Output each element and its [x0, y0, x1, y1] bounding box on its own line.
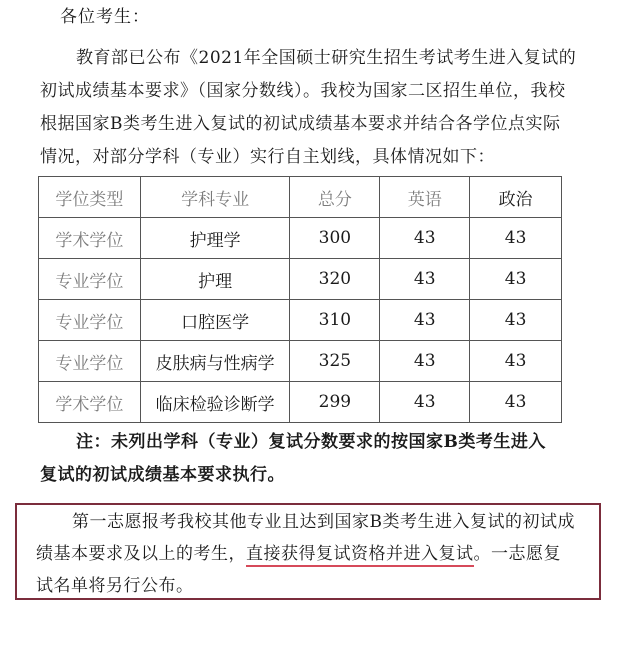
table-header-row: [39, 177, 562, 218]
cell-major: 皮肤病与性病学: [140, 341, 290, 382]
cell-total: 310: [290, 300, 380, 341]
cell-major: 口腔医学: [140, 300, 290, 341]
cell-major: 护理学: [140, 218, 290, 259]
note-line-2: 复试的初试成绩基本要求执行。: [40, 465, 285, 485]
highlighted-text: 直接获得复试资格并进入复试: [246, 544, 474, 567]
header-english: 英语: [380, 177, 470, 218]
score-table: [38, 176, 562, 423]
note-line-1: 注：未列出学科（专业）复试分数要求的按国家B类考生进入: [76, 432, 546, 452]
cell-degree-type: 专业学位: [39, 300, 141, 341]
intro-paragraph: [40, 42, 600, 174]
table-row: [39, 218, 562, 259]
cell-english: 43: [380, 341, 470, 382]
cell-major: 护理: [140, 259, 290, 300]
cell-english: 43: [380, 382, 470, 423]
intro-line-1: 教育部已公布《2021年全国硕士研究生招生考试考生进入复试的: [76, 48, 577, 68]
table-row: [39, 300, 562, 341]
header-total: 总分: [290, 177, 380, 218]
cell-degree-type: 学术学位: [39, 382, 141, 423]
cell-politics: 43: [470, 218, 562, 259]
intro-line-2: 初试成绩基本要求》（国家分数线）。我校为国家二区招生单位，我校: [40, 81, 566, 101]
table-row: [39, 259, 562, 300]
table-row: [39, 382, 562, 423]
cell-degree-type: 学术学位: [39, 218, 141, 259]
cell-politics: 43: [470, 300, 562, 341]
table-note: [40, 426, 600, 492]
greeting: 各位考生：: [60, 7, 150, 27]
cell-total: 300: [290, 218, 380, 259]
cell-degree-type: 专业学位: [39, 259, 141, 300]
table-row: [39, 341, 562, 382]
cell-english: 43: [380, 300, 470, 341]
cell-english: 43: [380, 218, 470, 259]
intro-line-4: 情况，对部分学科（专业）实行自主划线，具体情况如下：: [40, 147, 495, 167]
notice-paragraph: [36, 506, 598, 602]
cell-politics: 43: [470, 382, 562, 423]
notice-line-2: 绩基本要求及以上的考生，直接获得复试资格并进入复试。一志愿复: [36, 538, 598, 570]
cell-total: 320: [290, 259, 380, 300]
notice-line-1: 第一志愿报考我校其他专业且达到国家B类考生进入复试的初试成: [72, 512, 575, 532]
cell-total: 299: [290, 382, 380, 423]
cell-english: 43: [380, 259, 470, 300]
notice-line-3: 试名单将另行公布。: [36, 576, 194, 596]
cell-politics: 43: [470, 259, 562, 300]
intro-line-3: 根据国家B类考生进入复试的初试成绩基本要求并结合各学位点实际: [40, 114, 561, 134]
cell-politics: 43: [470, 341, 562, 382]
header-degree-type: 学位类型: [39, 177, 141, 218]
cell-degree-type: 专业学位: [39, 341, 141, 382]
cell-major: 临床检验诊断学: [140, 382, 290, 423]
cell-total: 325: [290, 341, 380, 382]
header-major: 学科专业: [140, 177, 290, 218]
header-politics: 政治: [470, 177, 562, 218]
